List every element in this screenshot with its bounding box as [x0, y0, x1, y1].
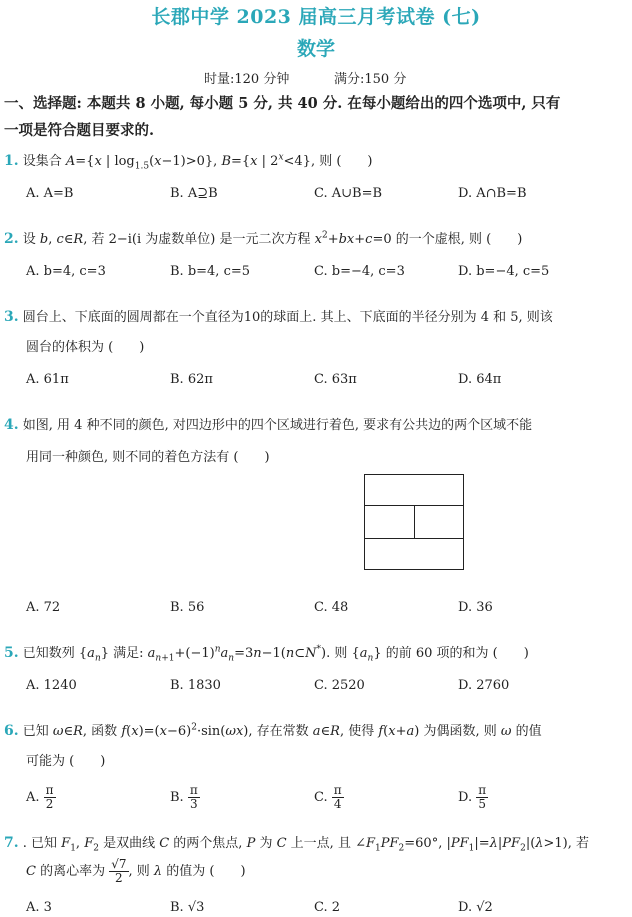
option-c: C. 2520	[314, 678, 365, 693]
option-a: A. 72	[26, 600, 61, 615]
option-d: D. 36	[458, 600, 493, 615]
option-a: A. 1240	[26, 678, 77, 693]
option-b: B. $\frac{\pi}{3}$	[170, 783, 198, 811]
option-d: D. A∩B=B	[458, 186, 527, 201]
divider-line	[365, 538, 463, 539]
option-a: A. $\frac{\pi}{2}$	[26, 783, 54, 811]
question-7: 7. . 已知 $F_1$, $F_2$ 是双曲线 C 的两个焦点, P 为 C 上一点, 且 $\angle F_1PF_2=60^\circ$, $|PF_1|=\lambda|PF_2|(\lambda>1)$, 若	[4, 835, 590, 854]
option-c: C. 48	[314, 600, 349, 615]
section-heading: 一、选择题: 本题共 8 小题, 每小题 5 分, 共 40 分. 在每小题给出的四个选项中, 只有 一项是符合题目要求的.	[4, 95, 561, 139]
option-c: C. $\frac{\pi}{4}$	[314, 783, 342, 811]
option-d: D. $\frac{\pi}{5}$	[458, 783, 487, 811]
question-number: 7.	[4, 835, 19, 851]
question-number: 3.	[4, 309, 19, 325]
option-b: B. √3	[170, 900, 205, 915]
question-6-line2: 可能为 ( )	[26, 754, 106, 769]
option-a: A. A=B	[26, 186, 74, 201]
question-1: 1. 设集合 A={x | $\log_{1.5}(x-1)>0$}, B={x | $2^x<4$}, 则 ( )	[4, 152, 373, 172]
option-d: D. √2	[458, 900, 493, 915]
question-number: 6.	[4, 723, 19, 739]
question-4: 4. 如图, 用 4 种不同的颜色, 对四边形中的四个区域进行着色, 要求有公共边的两个区域不能	[4, 417, 533, 433]
time-limit: 时量:120 分钟	[204, 72, 290, 87]
exam-title: 长郡中学 2023 届高三月考试卷 (七)	[151, 6, 481, 28]
question-number: 2.	[4, 231, 19, 247]
option-c: C. 63π	[314, 372, 357, 387]
full-score: 满分:150 分	[334, 72, 407, 87]
option-b: B. 62π	[170, 372, 213, 387]
divider-line	[414, 505, 415, 538]
subject-title: 数学	[296, 38, 335, 60]
question-number: 1.	[4, 153, 19, 169]
option-d: D. 2760	[458, 678, 510, 693]
option-d: D. 64π	[458, 372, 502, 387]
option-b: B. b=4, c=5	[170, 264, 251, 279]
question-number: 4.	[4, 417, 19, 433]
option-d: D. b=−4, c=5	[458, 264, 550, 279]
option-a: A. 3	[26, 900, 52, 915]
option-b: B. 1830	[170, 678, 221, 693]
question-2: 2. 设 b, c∈R, 若 2−i(i 为虚数单位) 是一元二次方程 $x^2+bx+c=0$ 的一个虚根, 则 ( )	[4, 230, 523, 247]
question-3: 3. 圆台上、下底面的圆周都在一个直径为10的球面上. 其上、下底面的半径分别为 4 和 5, 则该	[4, 309, 553, 325]
question-3-line2: 圆台的体积为 ( )	[26, 340, 145, 355]
option-b: B. 56	[170, 600, 205, 615]
question-7-line2: C 的离心率为 $\frac{√7}{2}$ , 则 λ 的值为 ( )	[26, 857, 246, 885]
option-a: A. 61π	[26, 372, 69, 387]
question-6: 6. 已知 ω∈R, 函数 $f(x)=(x-6)^2\cdot\sin(\omega x)$, 存在常数 a∈R, 使得 f(x+a) 为偶函数, 则 ω 的值	[4, 722, 542, 739]
question-4-line2: 用同一种颜色, 则不同的着色方法有 ( )	[26, 450, 270, 465]
question-number: 5.	[4, 645, 19, 661]
question-5: 5. 已知数列 $\{a_n\}$ 满足: $a_{n+1}+(-1)^na_n=3n-1(n\subset N^*)$. 则 $\{a_n\}$ 的前 60 项的和为 ( )	[4, 644, 529, 664]
coloring-figure	[364, 474, 464, 570]
option-b: B. A⊇B	[170, 186, 218, 201]
option-c: C. b=−4, c=3	[314, 264, 405, 279]
option-c: C. A∪B=B	[314, 186, 383, 201]
option-c: C. 2	[314, 900, 341, 915]
option-a: A. b=4, c=3	[26, 264, 106, 279]
